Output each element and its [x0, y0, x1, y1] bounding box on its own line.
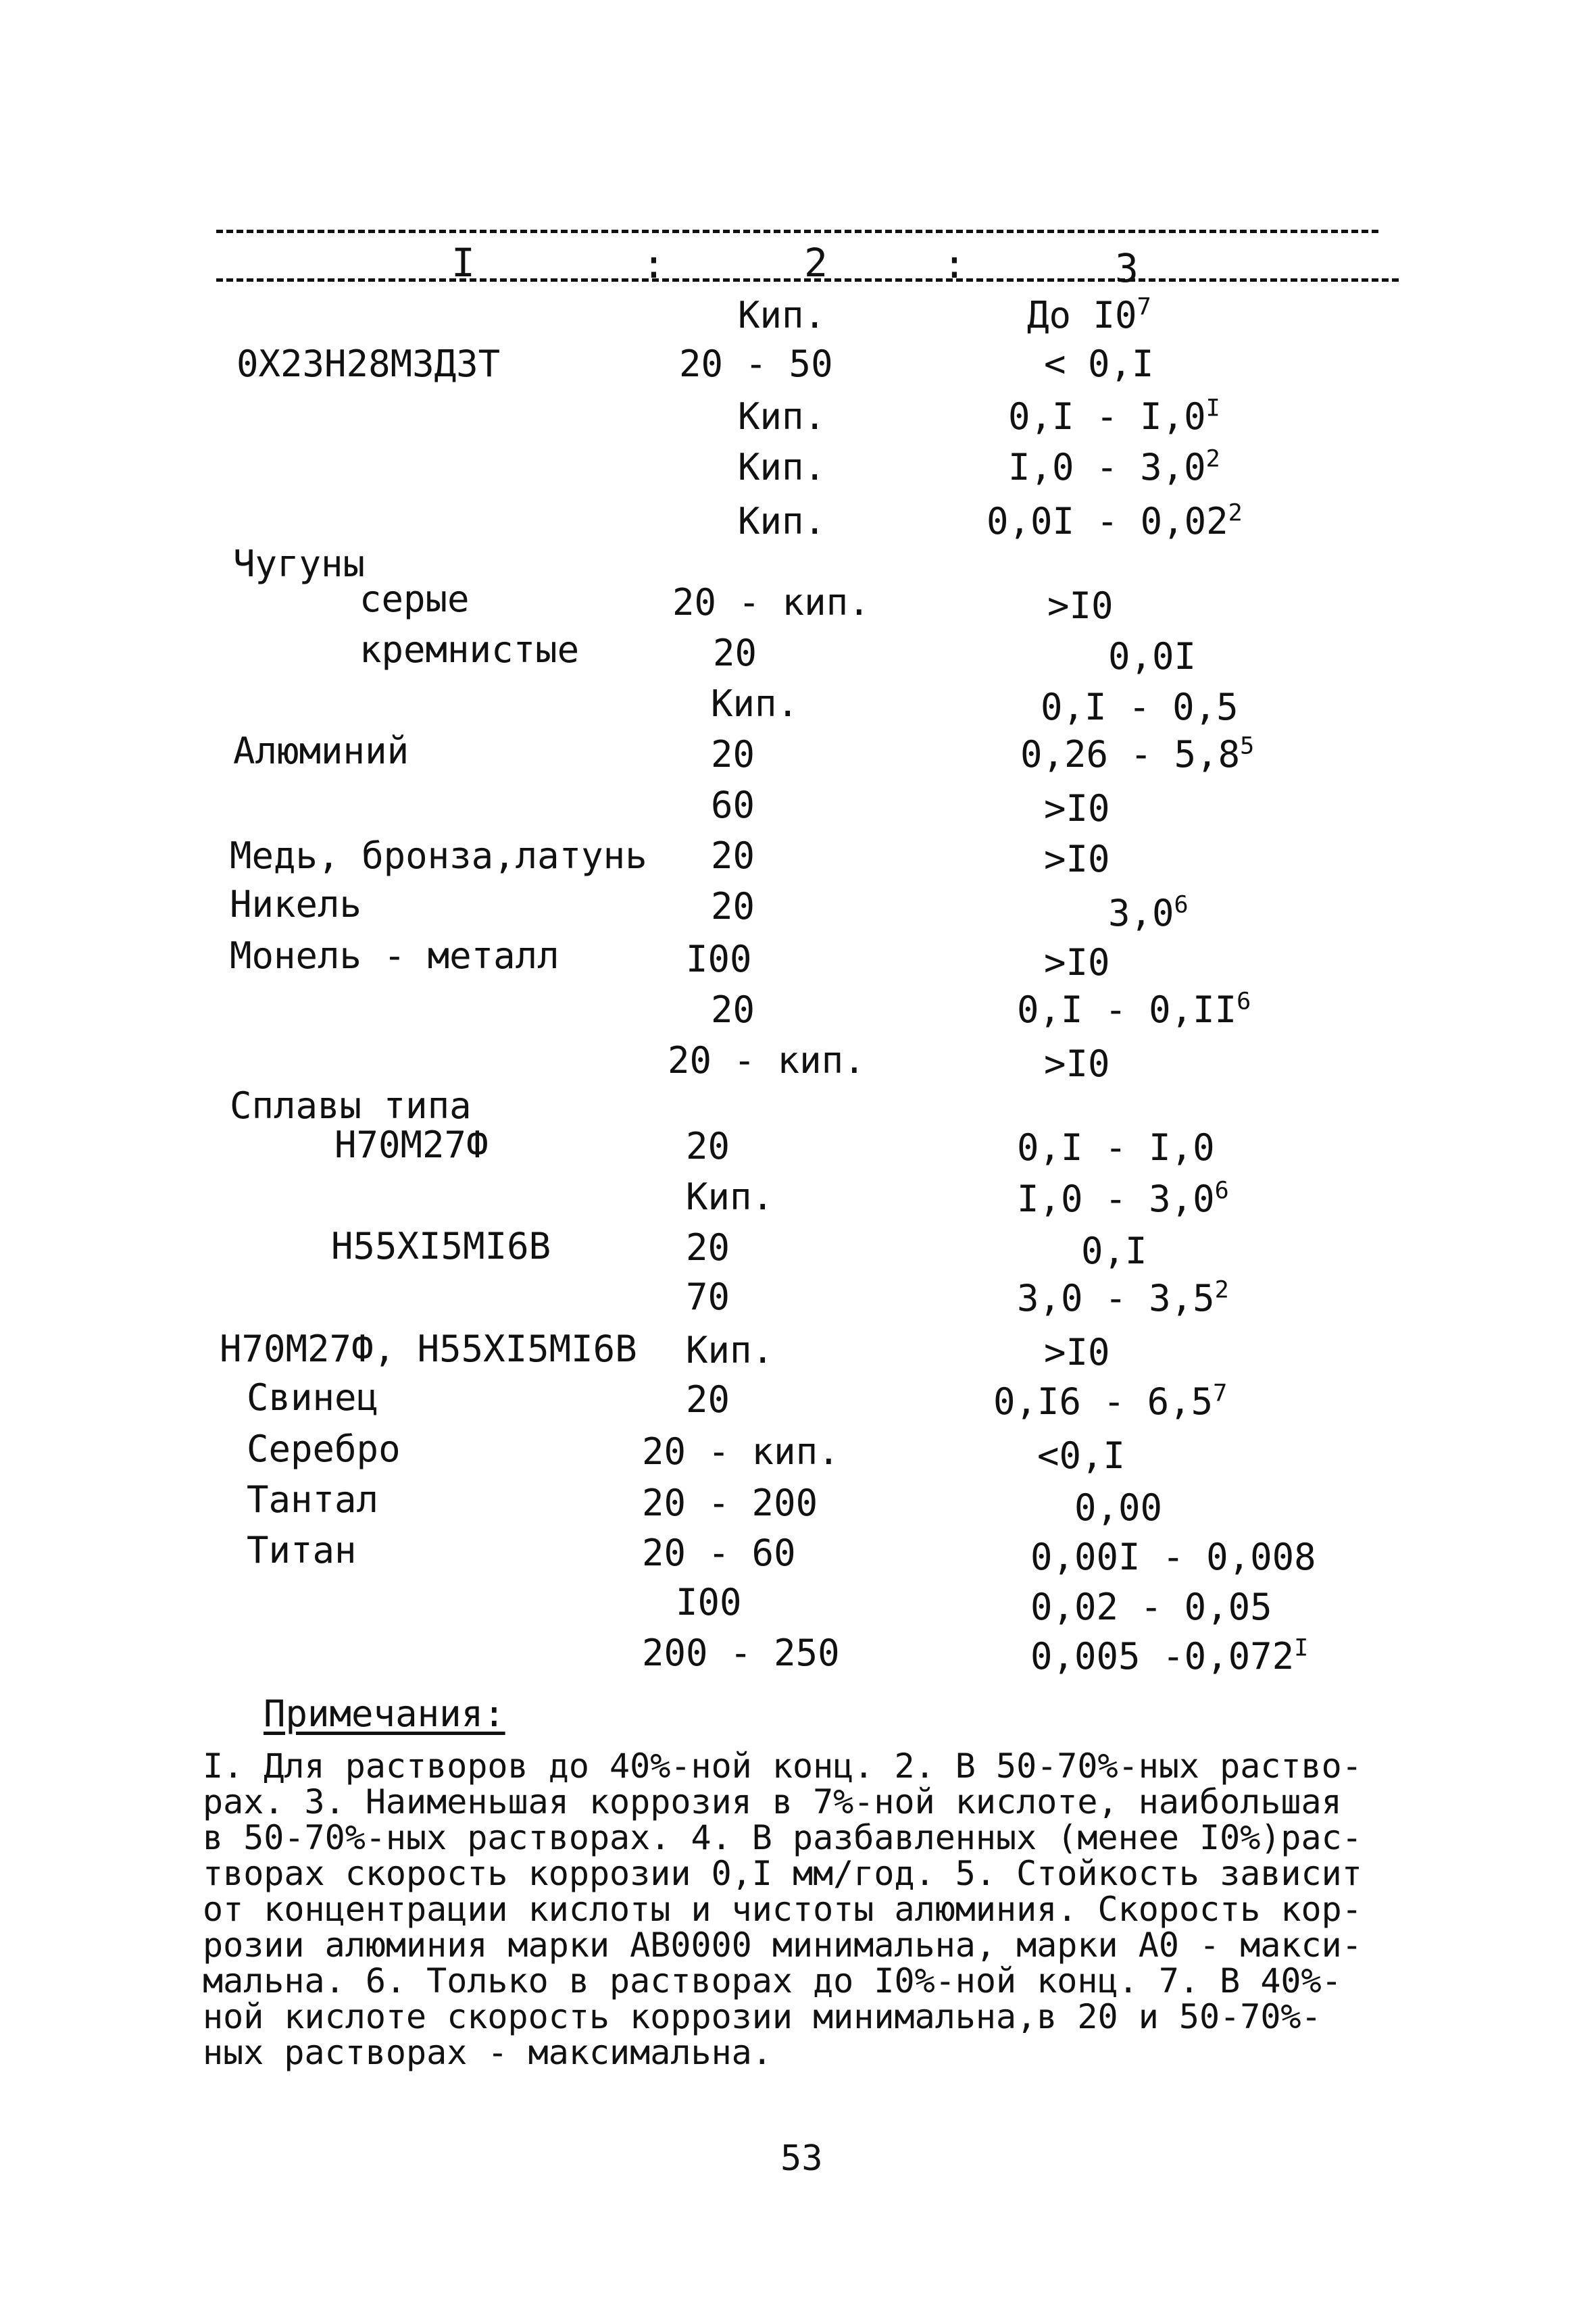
temperature-cell: 20 - кип.: [668, 1039, 866, 1082]
notes-title: Примечания:: [264, 1692, 505, 1735]
temperature-cell: 20 - 60: [642, 1532, 796, 1574]
material-cell: Алюминий: [233, 730, 409, 772]
temperature-cell: 20: [686, 1226, 730, 1269]
temperature-cell: 20 - 200: [642, 1482, 818, 1524]
temperature-cell: 20: [686, 1125, 730, 1167]
temperature-cell: Кип.: [738, 500, 826, 543]
temperature-cell: 20: [711, 885, 755, 928]
material-cell: серые: [359, 578, 470, 620]
material-cell: Н70М27Ф: [334, 1124, 489, 1166]
corrosion-rate-cell: >I0: [1044, 787, 1110, 830]
corrosion-rate-cell: 0,I: [1081, 1230, 1147, 1272]
temperature-cell: Кип.: [738, 446, 826, 488]
material-group-cell: Чугуны: [233, 543, 366, 585]
material-cell: Тантал: [247, 1478, 379, 1521]
page-number: 53: [780, 2138, 823, 2179]
corrosion-rate-cell: До $I0^7$: [1027, 293, 1151, 336]
corrosion-rate-cell: >I0: [1047, 584, 1114, 627]
column-separator: :: [943, 241, 966, 287]
material-cell: Никель: [230, 883, 362, 926]
corrosion-rate-cell: 0,I - 0,5: [1041, 686, 1239, 728]
table-top-rule: [216, 230, 1378, 233]
material-cell: Свинец: [247, 1376, 379, 1419]
temperature-cell: 60: [711, 784, 755, 826]
corrosion-rate-cell: 0,0I: [1108, 635, 1197, 678]
temperature-cell: I00: [676, 1581, 742, 1624]
temperature-cell: 20: [713, 632, 757, 674]
corrosion-rate-cell: 0,I - I,0: [1017, 1126, 1215, 1169]
temperature-cell: 20: [711, 834, 755, 877]
temperature-cell: 200 - 250: [642, 1632, 840, 1674]
material-cell: кремнистые: [359, 628, 580, 671]
material-cell: 0Х23Н28М3Д3Т: [236, 343, 501, 385]
temperature-cell: Кип.: [711, 682, 799, 725]
temperature-cell: Кип.: [686, 1329, 774, 1372]
corrosion-rate-cell: $3,0^6$: [1108, 890, 1189, 934]
corrosion-rate-cell: 0,005 $-0,072^I$: [1030, 1634, 1309, 1678]
column-separator: :: [642, 241, 666, 287]
temperature-cell: 70: [686, 1276, 730, 1318]
temperature-cell: 20 - 50: [679, 343, 833, 385]
column-header-1: I: [451, 240, 475, 286]
temperature-cell: Кип.: [686, 1176, 774, 1218]
corrosion-rate-cell: $0,I - 0,II^6$: [1017, 987, 1251, 1031]
corrosion-rate-cell: < 0,I: [1044, 343, 1154, 385]
material-cell: Медь, бронза,латунь: [230, 834, 647, 877]
material-cell: Титан: [247, 1529, 357, 1571]
temperature-cell: I00: [686, 938, 752, 980]
temperature-cell: 20: [686, 1378, 730, 1421]
corrosion-rate-cell: 0,02 - 0,05: [1030, 1586, 1272, 1628]
column-header-2: 2: [804, 240, 828, 286]
corrosion-rate-cell: >I0: [1044, 1331, 1110, 1374]
corrosion-rate-cell: 0,00I - 0,008: [1030, 1536, 1316, 1578]
temperature-cell: Кип.: [738, 395, 826, 438]
material-cell: Н70М27Ф, Н55ХI5МI6В: [220, 1328, 637, 1370]
corrosion-rate-cell: >I0: [1044, 1042, 1110, 1085]
corrosion-rate-cell: 0,0I - 0,02$^2$: [987, 499, 1243, 543]
corrosion-rate-cell: $I,0 - 3,0^6$: [1017, 1176, 1229, 1220]
corrosion-rate-cell: $3,0 - 3,5^2$: [1017, 1276, 1229, 1319]
temperature-cell: 20: [711, 733, 755, 776]
temperature-cell: 20 - кип.: [642, 1430, 840, 1473]
corrosion-rate-cell: >I0: [1044, 941, 1110, 984]
temperature-cell: 20: [711, 988, 755, 1031]
material-cell: Н55ХI5МI6В: [331, 1225, 551, 1267]
corrosion-rate-cell: $I,0 - 3,0^2$: [1008, 445, 1220, 488]
corrosion-rate-cell: $0,I - I,0^I$: [1008, 394, 1220, 438]
corrosion-rate-cell: $0,I6 - 6,5^7$: [993, 1379, 1228, 1423]
corrosion-rate-cell: 0,00: [1074, 1486, 1163, 1529]
corrosion-rate-cell: >I0: [1044, 838, 1110, 880]
notes-text: I. Для растворов до 40%-ной конц. 2. В 50-70%-ных раство- рах. 3. Наименьшая коррозия в 7%-ной кислоте, наибольшая в 50-70%-ных растворах. 4. В разбавленных (менее I0%)рас- творах скорость коррозии 0,I мм/год. 5. Стойкость зависит от концентрации кислоты и чистоты алюминия. Скорость кор- розии алюминия марки АВ0000 минимальна, марки А0 - макси- мальна. 6. Только в растворах до I0%-ной конц. 7. В 40%- ной кислоте скорость коррозии минимальна,в 20 и 50-70%- ных растворах - максимальна.: [203, 1746, 1362, 2072]
corrosion-rate-cell: $0,26 - 5,8^5$: [1020, 732, 1255, 776]
material-cell: Монель - металл: [230, 934, 559, 977]
temperature-cell: Кип.: [738, 294, 826, 336]
material-group-cell: Сплавы типа: [230, 1084, 472, 1127]
material-cell: Серебро: [247, 1428, 401, 1470]
temperature-cell: 20 - кип.: [672, 581, 870, 624]
corrosion-rate-cell: <0,I: [1037, 1434, 1126, 1477]
column-header-3: 3: [1115, 245, 1139, 291]
